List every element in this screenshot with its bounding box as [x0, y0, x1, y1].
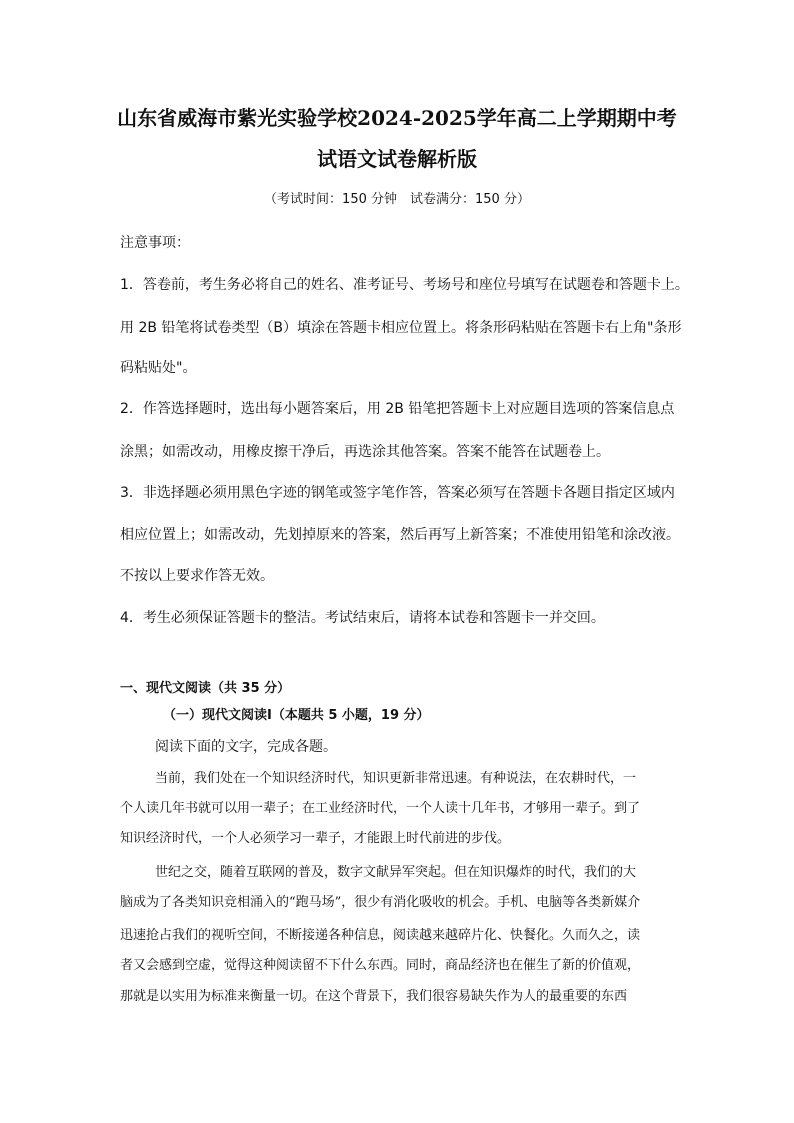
- notes-line: 4．考生必须保证答题卡的整洁。考试结束后，请将本试卷和答题卡一并交回。: [120, 610, 605, 626]
- passage-line: 迅速抢占我们的视听空间，不断接递各种信息，阅读越来越碎片化、快餐化。久而久之，读: [120, 928, 641, 943]
- passage-line: 那就是以实用为标准来衡量一切。在这个背景下，我们很容易缺失作为人的最重要的东西: [120, 989, 628, 1004]
- section-heading: 一、现代文阅读（共 35 分）: [120, 681, 291, 696]
- notes-line: 2．作答选择题时，选出每小题答案后，用 2B 铅笔把答题卡上对应题目选项的答案信息点: [120, 401, 675, 417]
- reading-prompt: 阅读下面的文字，完成各题。: [155, 739, 337, 755]
- notes-line: 码粘贴处"。: [120, 360, 197, 376]
- document-title-line-1: 山东省威海市紫光实验学校2024-2025学年高二上学期期中考: [117, 106, 677, 130]
- notes-line: 相应位置上；如需改动，先划掉原来的答案，然后再写上新答案；不准使用铅笔和涂改液。: [120, 527, 680, 543]
- notes-line: 1．答卷前，考生务必将自己的姓名、准考证号、考场号和座位号填写在试题卷和答题卡上。: [120, 277, 689, 293]
- section-subheading: （一）现代文阅读Ⅰ（本题共 5 小题，19 分）: [163, 708, 430, 723]
- passage-line: 知识经济时代，一个人必须学习一辈子，才能跟上时代前进的步伐。: [120, 831, 511, 846]
- notes-line: 不按以上要求作答无效。: [120, 568, 274, 584]
- notes-line: 用 2B 铅笔将试卷类型（B）填涂在答题卡相应位置上。将条形码粘贴在答题卡右上角"条形: [120, 320, 682, 336]
- passage-line: 当前，我们处在一个知识经济时代，知识更新非常迅速。有种说法，在农耕时代，一: [155, 771, 637, 786]
- passage-line: 脑成为了各类知识竞相涌入的“跑马场”，很少有消化吸收的机会。手机、电脑等各类新媒介: [120, 895, 641, 910]
- notes-line: 3．非选择题必须用黑色字迹的钢笔或签字笔作答，答案必须写在答题卡各题目指定区域内: [120, 485, 675, 501]
- notes-heading: 注意事项：: [120, 235, 190, 251]
- notes-line: 涂黑；如需改动，用橡皮擦干净后，再选涂其他答案。答案不能答在试题卷上。: [120, 444, 610, 460]
- passage-line: 世纪之交，随着互联网的普及，数字文献异军突起。但在知识爆炸的时代，我们的大: [155, 865, 637, 880]
- passage-line: 个人读几年书就可以用一辈子；在工业经济时代，一个人读十几年书，才够用一辈子。到了: [120, 801, 641, 816]
- exam-info: （考试时间：150 分钟 试卷满分：150 分）: [264, 192, 530, 207]
- document-title-line-2: 试语文试卷解析版: [317, 147, 477, 171]
- passage-line: 者又会感到空虚，觉得这种阅读留不下什么东西。同时，商品经济也在催生了新的价值观，: [120, 958, 641, 973]
